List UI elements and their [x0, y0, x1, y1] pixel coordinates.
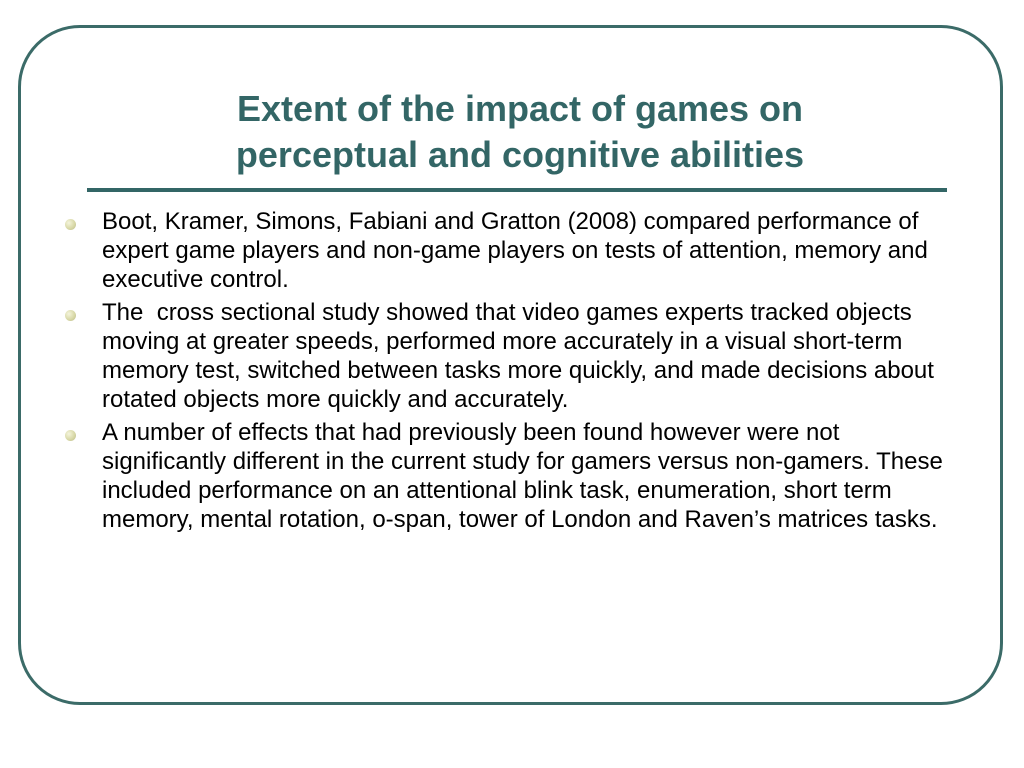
title-line-2: perceptual and cognitive abilities	[235, 134, 805, 175]
bullet-item	[60, 207, 960, 294]
bullet-text: Boot, Kramer, Simons, Fabiani and Gratton (2008) compared performance of expert game players and non-game players on tests of attention, memory and executive control.	[102, 208, 935, 293]
title-line-1: Extent of the impact of games on	[236, 88, 804, 129]
bullet-dot-icon	[65, 310, 76, 321]
bullet-item	[60, 298, 960, 414]
bullet-text: A number of effects that had previously been found however were not significantly different in the current study for gamers versus non-gamers. These included performance on an attentional blink task, enumeration, short term memory, mental rotation, o-span, tower of London and Raven’s matrices tasks.	[102, 419, 950, 533]
bullet-list	[60, 207, 960, 538]
bullet-item	[60, 418, 960, 534]
title-divider	[87, 188, 947, 192]
bullet-dot-icon	[65, 219, 76, 230]
bullet-text: The cross sectional study showed that video games experts tracked objects moving at greater speeds, performed more accurately in a visual short-term memory test, switched between tasks more quickly, and made decisions about rotated objects more quickly and accurately.	[102, 299, 941, 413]
bullet-dot-icon	[65, 430, 76, 441]
slide-title	[60, 86, 980, 178]
